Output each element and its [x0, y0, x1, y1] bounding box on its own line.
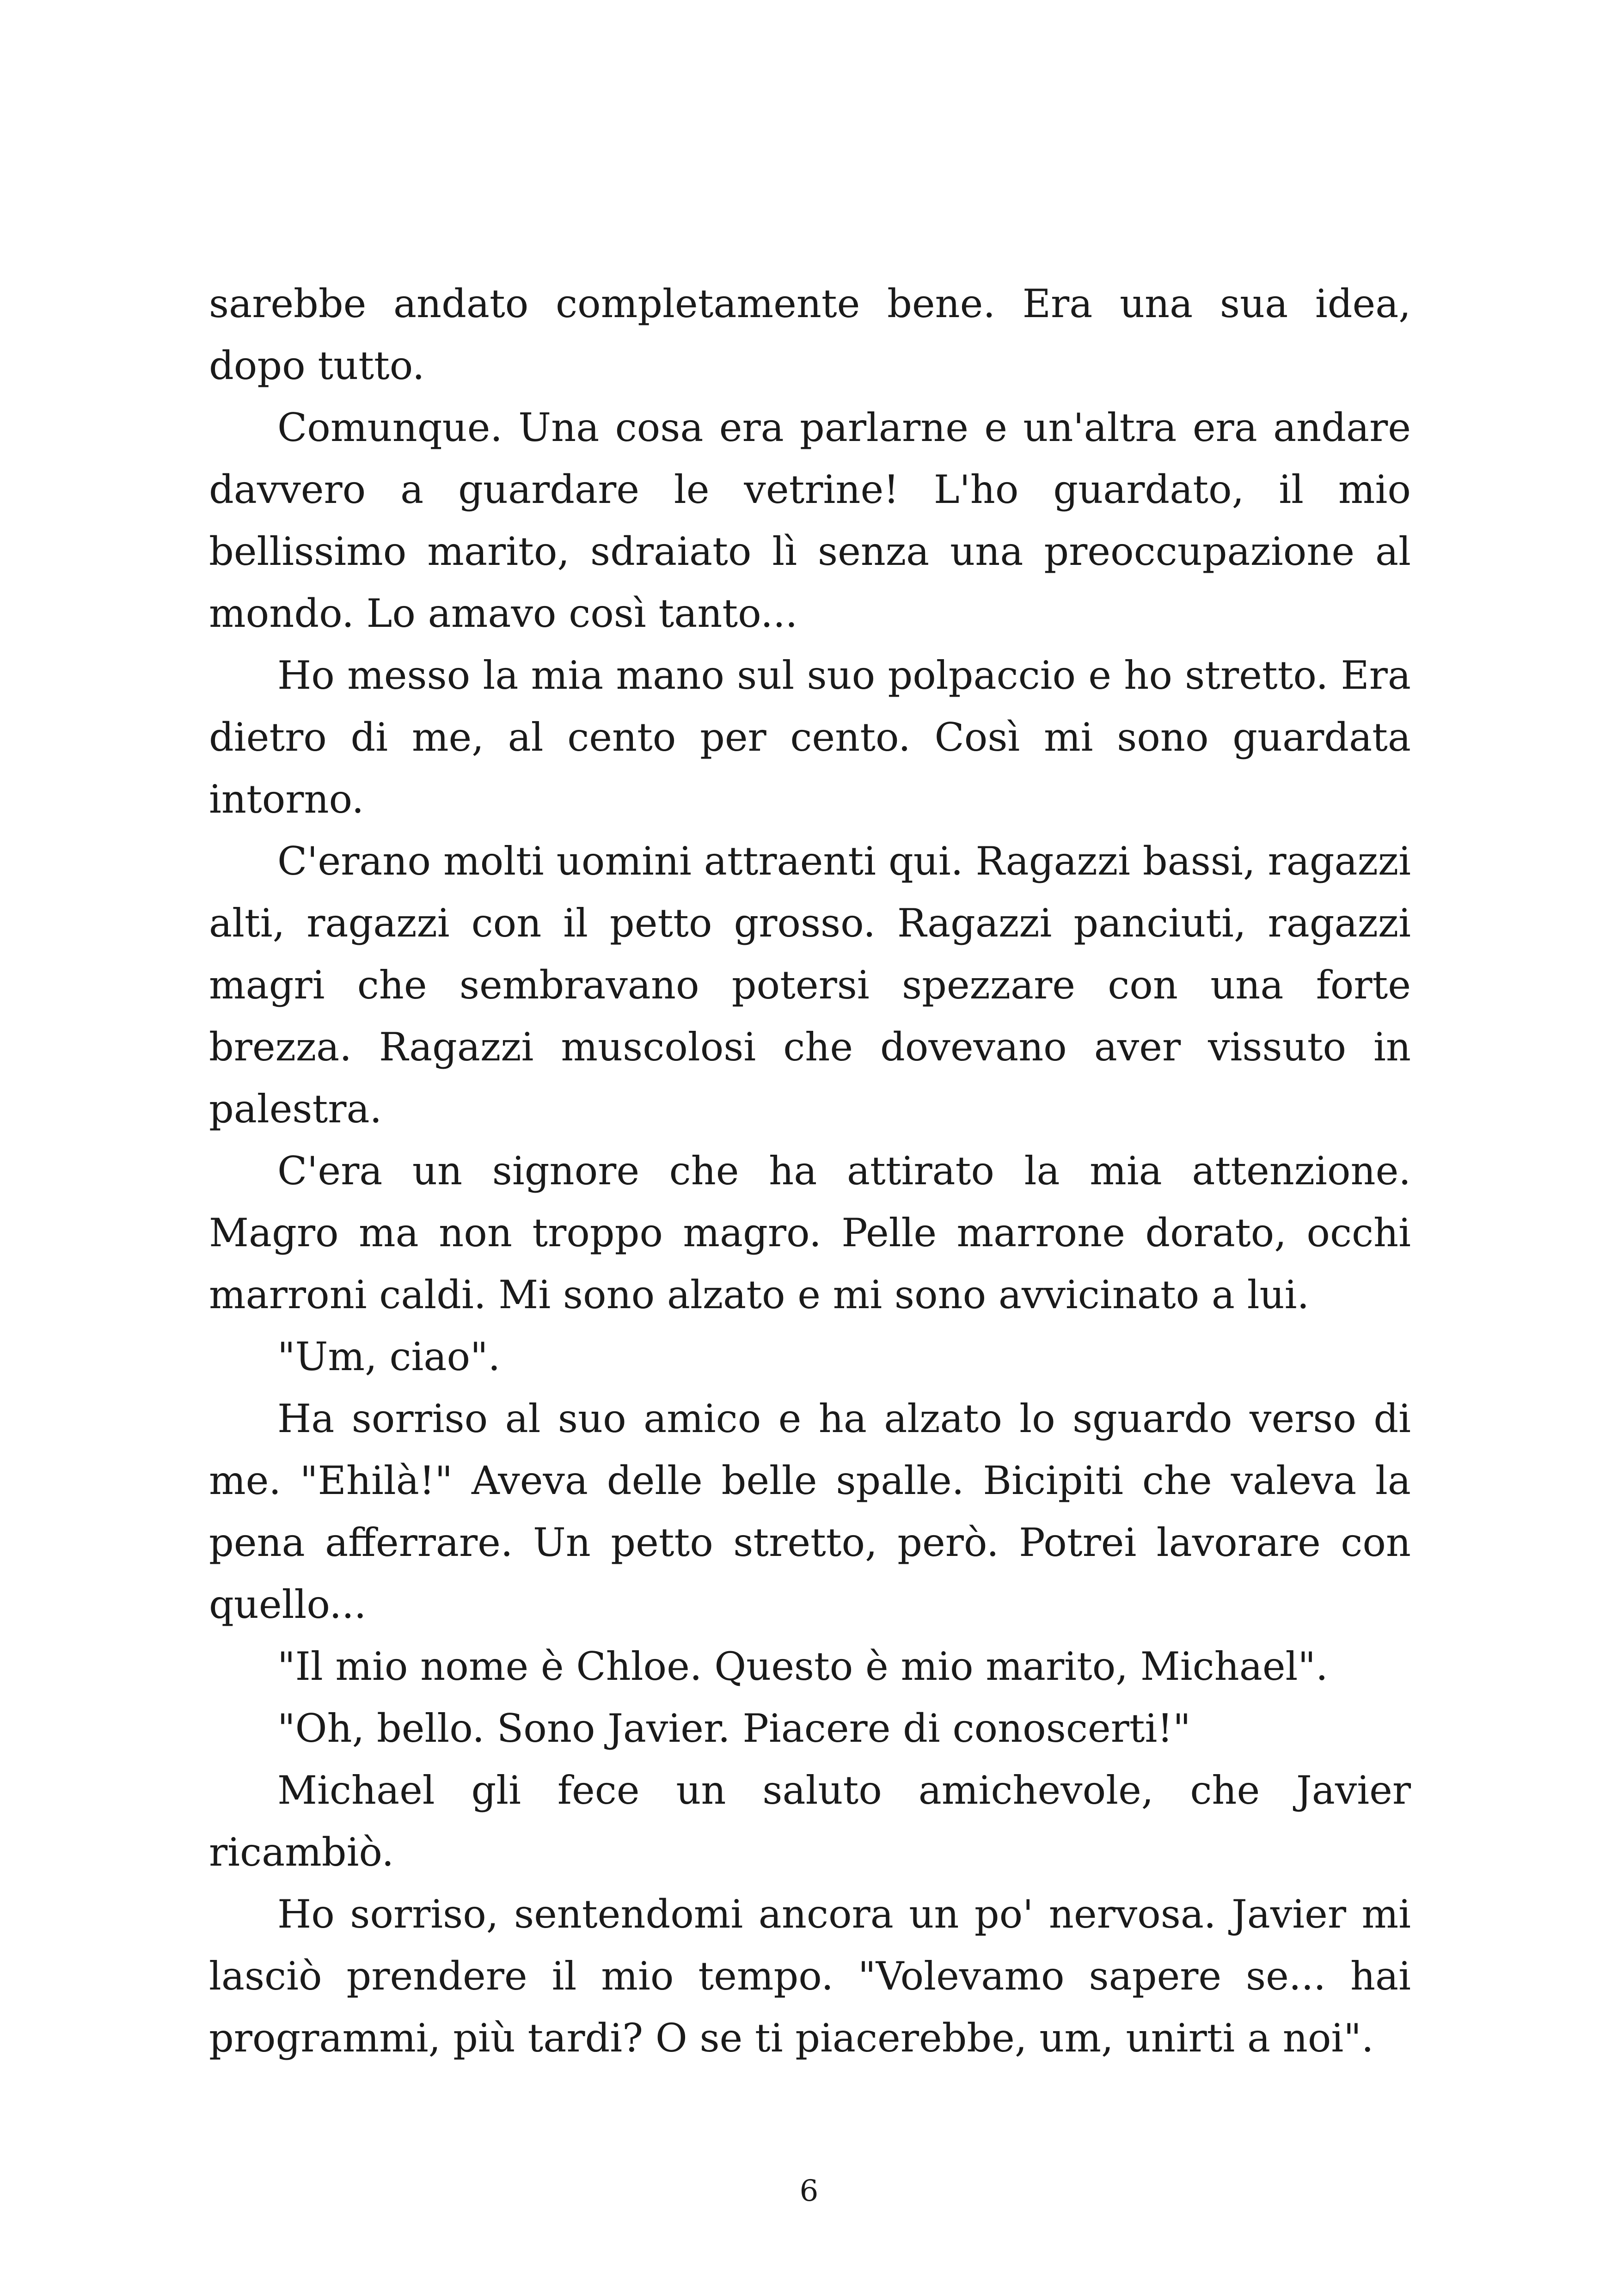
page-number: 6 [799, 2174, 819, 2208]
paragraph: C'era un signore che ha attirato la mia attenzione. Magro ma non troppo magro. Pelle marrone dorato, occhi marroni caldi. Mi sono alzato e mi sono avvicinato a lui. [209, 1148, 1411, 1317]
paragraph: Ho sorriso, sentendomi ancora un po' nervosa. Javier mi lasciò prendere il mio tempo. "Volevamo sapere se... hai programmi, più tardi? O se ti piacerebbe, um, unirti a noi". [209, 1892, 1411, 2061]
paragraph-continuation: sarebbe andato completamente bene. Era una sua idea, dopo tutto. [209, 281, 1411, 388]
paragraph: Comunque. Una cosa era parlarne e un'altra era andare davvero a guardare le vetrine! L'ho guardato, il mio bellissimo marito, sdraiato lì senza una preoccupazione al mondo. Lo amavo così tanto... [209, 405, 1411, 636]
paragraph: C'erano molti uomini attraenti qui. Ragazzi bassi, ragazzi alti, ragazzi con il petto grosso. Ragazzi panciuti, ragazzi magri che sembravano potersi spezzare con una forte brezza. Ragazzi muscolosi che dovevano aver vissuto in palestra. [209, 839, 1411, 1132]
body-text [209, 273, 1411, 2069]
paragraph: Ha sorriso al suo amico e ha alzato lo sguardo verso di me. "Ehilà!" Aveva delle belle spalle. Bicipiti che valeva la pena afferrare. Un petto stretto, però. Potrei lavorare con quello... [209, 1396, 1411, 1627]
paragraph: "Oh, bello. Sono Javier. Piacere di conoscerti!" [277, 1706, 1191, 1751]
paragraph: "Il mio nome è Chloe. Questo è mio marito, Michael". [277, 1644, 1328, 1689]
paragraph: "Um, ciao". [277, 1334, 501, 1379]
paragraph: Michael gli fece un saluto amichevole, che Javier ricambiò. [209, 1768, 1411, 1875]
paragraph: Ho messo la mia mano sul suo polpaccio e ho stretto. Era dietro di me, al cento per cento. Così mi sono guardata intorno. [209, 653, 1411, 822]
